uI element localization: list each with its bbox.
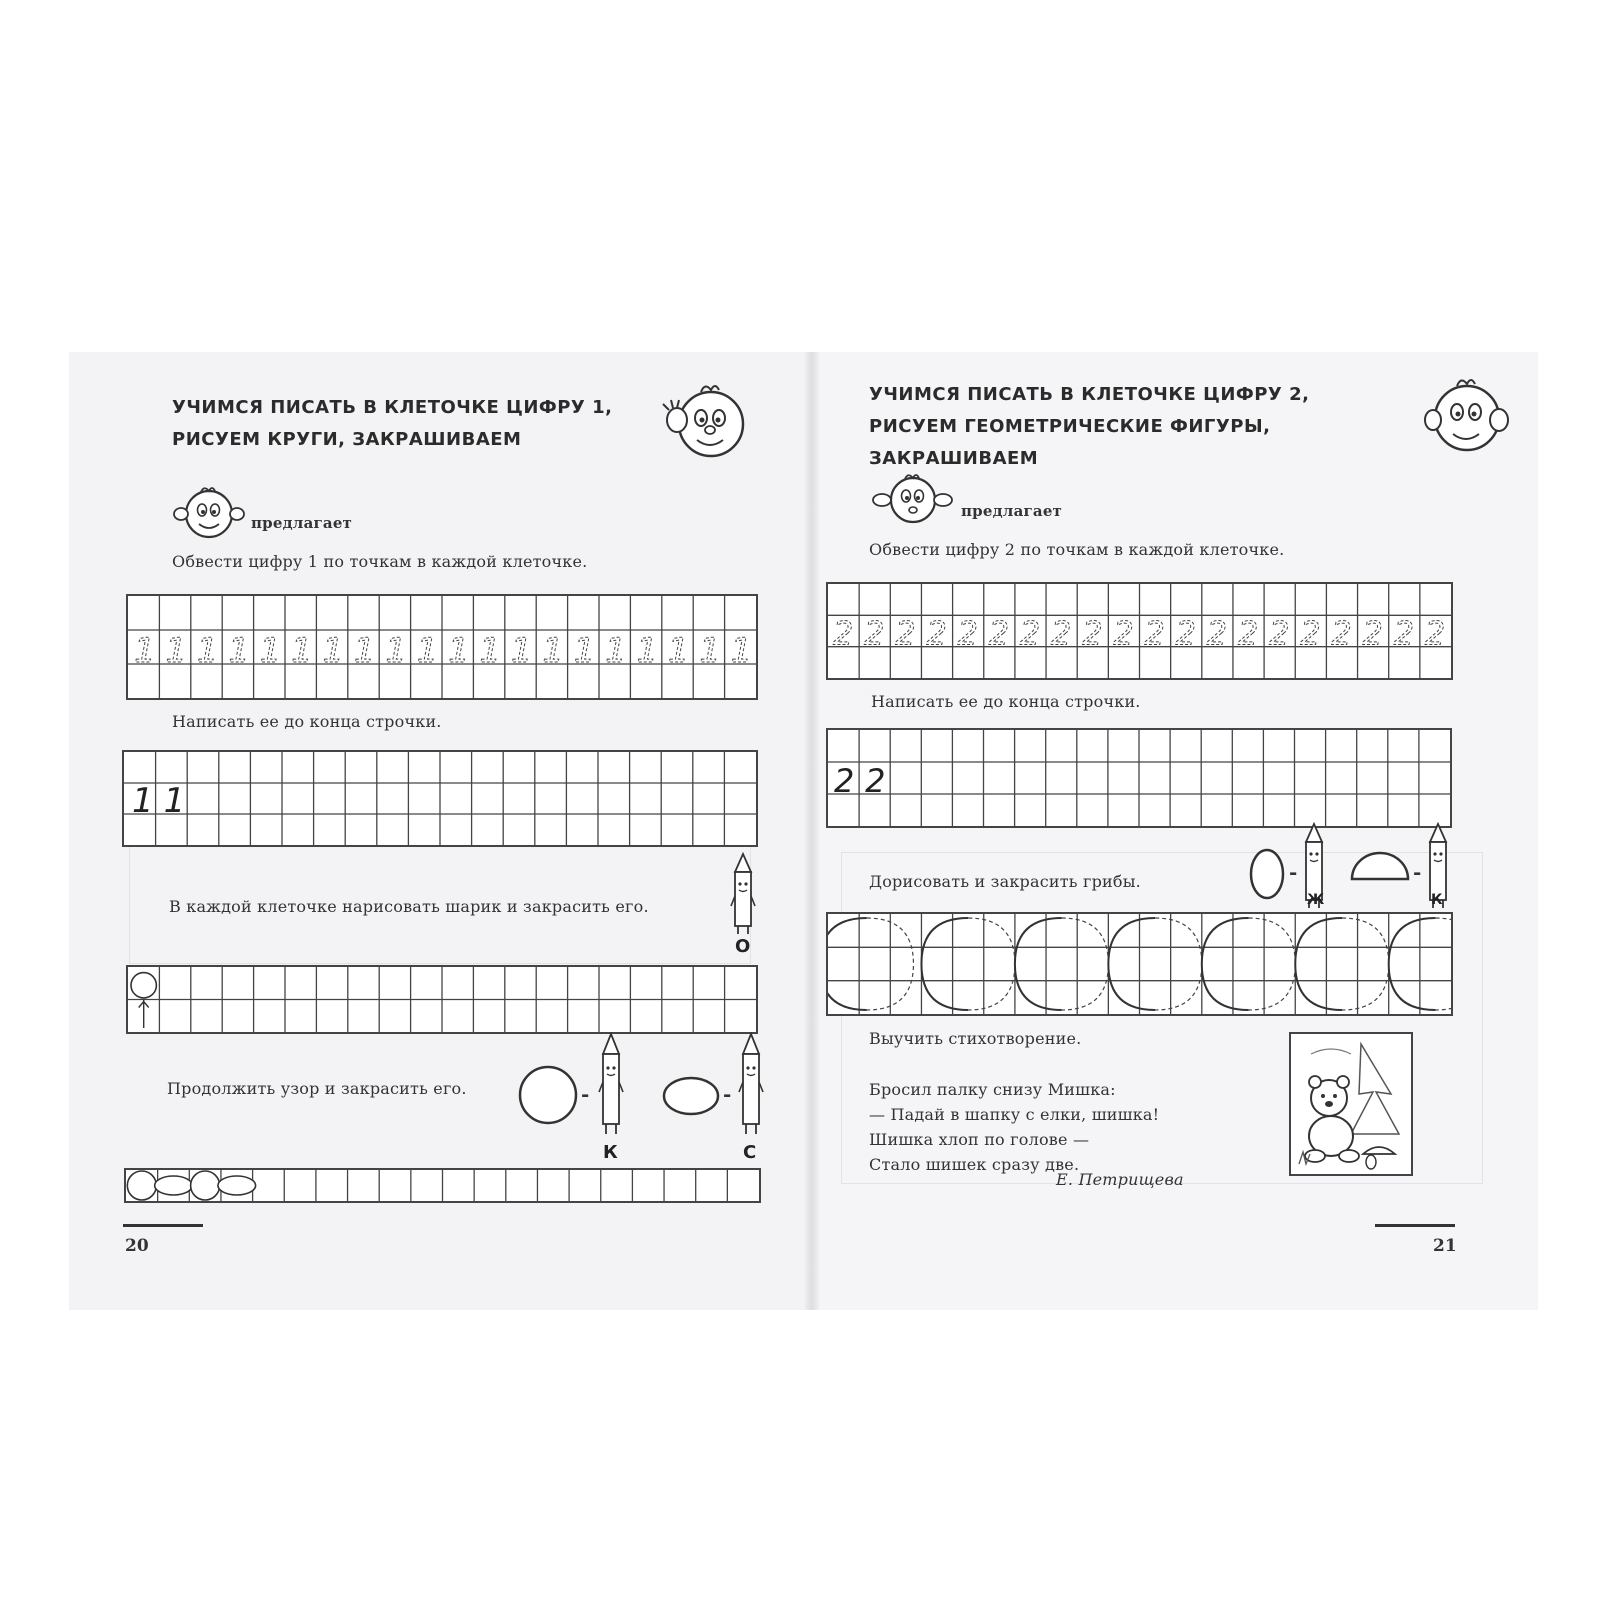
left-offers-label: предлагает	[251, 514, 353, 532]
traced-digit: 1	[667, 631, 690, 671]
right-offers-label: предлагает	[961, 502, 1063, 520]
left-heading-line1: УЧИМСЯ ПИСАТЬ В КЛЕТОЧКЕ ЦИФРУ 1,	[172, 397, 613, 418]
pattern-circle	[127, 1171, 156, 1200]
book-gutter	[805, 352, 819, 1310]
mushroom-dashed-outline	[1342, 918, 1389, 1010]
poem-line: Стало шишек сразу две.	[869, 1155, 1080, 1174]
left-page	[69, 352, 811, 1310]
traced-digit: 1	[542, 631, 564, 671]
left-grid-2	[122, 750, 758, 847]
poem-line: Бросил палку снизу Мишка:	[869, 1080, 1116, 1099]
left-task3-letter: О	[735, 936, 751, 957]
pattern-circle	[191, 1171, 220, 1200]
left-task3-text: В каждой клеточке нарисовать шарик и закрасить его.	[169, 897, 649, 916]
pattern-oval	[155, 1176, 193, 1195]
mushroom-solid-outline	[1015, 918, 1062, 1010]
traced-digit: 1	[134, 631, 156, 671]
right-grid-3	[826, 912, 1453, 1016]
traced-digit: 2	[1424, 614, 1446, 653]
traced-digit: 2	[833, 614, 854, 653]
traced-digit: 1	[605, 631, 627, 671]
traced-digit: 2	[1362, 614, 1383, 653]
left-task4-letter-2: С	[743, 1142, 757, 1163]
right-grid-3-lines	[828, 914, 1451, 1014]
traced-digit: 2	[1144, 614, 1165, 653]
right-grid-2	[826, 728, 1452, 828]
sample-digit: 1	[163, 781, 186, 821]
traced-digit: 1	[636, 631, 659, 671]
mushroom-dashed-outline	[1249, 918, 1296, 1010]
poem-line: — Падай в шапку с елки, шишка!	[869, 1105, 1160, 1124]
dash-icon: -	[723, 1082, 732, 1106]
traced-digit: 2	[957, 614, 978, 653]
right-task3-text: Дорисовать и закрасить грибы.	[869, 872, 1141, 891]
dash-icon: -	[1413, 860, 1422, 884]
half-circle-sample-icon	[1349, 849, 1411, 883]
left-grid-3	[126, 965, 758, 1034]
traced-digit: 1	[448, 631, 470, 671]
mushroom-solid-outline	[828, 918, 867, 1010]
right-page	[811, 352, 1538, 1310]
mushroom-dashed-outline	[1155, 918, 1202, 1010]
left-grid-1	[126, 594, 758, 700]
traced-digit: 1	[322, 631, 345, 671]
right-task1-text: Обвести цифру 2 по точкам в каждой клеточке.	[869, 540, 1285, 559]
right-grid-2-lines	[828, 730, 1450, 826]
balloon-sample	[131, 973, 156, 998]
pencil-character-icon	[729, 852, 757, 936]
left-task1-text: Обвести цифру 1 по точкам в каждой клеточке.	[172, 552, 588, 571]
traced-digit: 1	[385, 631, 407, 671]
dash-icon: -	[1289, 860, 1298, 884]
right-grid-1	[826, 582, 1453, 680]
traced-digit: 1	[353, 631, 376, 671]
right-task4-text: Выучить стихотворение.	[869, 1029, 1082, 1048]
mushroom-solid-outline	[921, 918, 968, 1010]
traced-digit: 1	[730, 631, 753, 671]
right-heading-line3: ЗАКРАШИВАЕМ	[869, 448, 1039, 469]
poem-line: Шишка хлоп по голове —	[869, 1130, 1090, 1149]
book-spread	[69, 352, 1538, 1310]
sample-digit: 2	[834, 762, 855, 800]
mushroom-solid-outline	[1295, 918, 1342, 1010]
traced-digit: 2	[1269, 614, 1290, 653]
left-page-number: 20	[125, 1236, 149, 1256]
right-task3-letter-1: Ж	[1307, 892, 1325, 908]
smiley-mascot-icon	[661, 380, 753, 462]
mushroom-dashed-outline	[1062, 918, 1109, 1010]
traced-digit: 2	[926, 614, 947, 653]
traced-digit: 1	[196, 631, 219, 671]
pattern-oval	[218, 1176, 256, 1195]
traced-digit: 2	[895, 614, 916, 653]
traced-digit: 2	[1237, 614, 1259, 653]
left-footer-rule	[123, 1224, 203, 1227]
left-grid-4	[124, 1168, 761, 1203]
pencil-character-icon	[597, 1032, 625, 1136]
mushroom-solid-outline	[1202, 918, 1249, 1010]
circle-sample-icon	[517, 1064, 579, 1126]
traced-digit: 2	[988, 614, 1010, 653]
right-grid-1-lines	[828, 584, 1451, 678]
left-grid-4-lines	[126, 1170, 759, 1201]
left-grid-1-lines	[128, 596, 756, 698]
traced-digit: 2	[1051, 614, 1072, 653]
right-heading-line1: УЧИМСЯ ПИСАТЬ В КЛЕТОЧКЕ ЦИФРУ 2,	[869, 384, 1310, 405]
smiley-mascot-icon	[869, 472, 955, 528]
right-footer-rule	[1375, 1224, 1455, 1227]
poem-author: Е. Петрищева	[1056, 1170, 1184, 1189]
traced-digit: 1	[165, 631, 188, 671]
bear-picture-drawing	[1291, 1034, 1411, 1174]
left-task4-letter-1: К	[603, 1142, 618, 1163]
left-heading-line2: РИСУЕМ КРУГИ, ЗАКРАШИВАЕМ	[172, 429, 522, 450]
traced-digit: 1	[573, 631, 596, 671]
dash-icon: -	[581, 1082, 590, 1106]
traced-digit: 1	[699, 631, 721, 671]
smiley-mascot-icon	[169, 484, 247, 542]
oval-sample-icon	[661, 1074, 721, 1118]
traced-digit: 1	[228, 631, 250, 671]
right-page-number: 21	[1433, 1236, 1457, 1256]
traced-digit: 2	[1175, 614, 1197, 653]
traced-digit: 2	[1331, 614, 1352, 653]
right-task3-letter-2: К	[1431, 892, 1443, 908]
left-task2-text: Написать ее до конца строчки.	[172, 712, 442, 731]
sample-digit: 1	[132, 781, 154, 821]
traced-digit: 1	[510, 631, 533, 671]
traced-digit: 1	[259, 631, 282, 671]
traced-digit: 1	[291, 631, 313, 671]
traced-digit: 2	[1019, 614, 1041, 653]
mushroom-solid-outline	[1108, 918, 1155, 1010]
traced-digit: 1	[416, 631, 439, 671]
traced-digit: 2	[1113, 614, 1134, 653]
traced-digit: 2	[1300, 614, 1321, 653]
bear-picture	[1289, 1032, 1413, 1176]
sample-digit: 2	[865, 762, 886, 800]
oval-sample-icon	[1248, 847, 1286, 901]
left-grid-2-lines	[124, 752, 756, 845]
pencil-character-icon	[737, 1032, 765, 1136]
balloon-string	[139, 1000, 149, 1029]
traced-digit: 1	[479, 631, 502, 671]
mushroom-dashed-outline	[968, 918, 1015, 1010]
smiley-mascot-icon	[1421, 374, 1513, 456]
mushroom-dashed-outline	[1435, 918, 1451, 1010]
right-task2-text: Написать ее до конца строчки.	[871, 692, 1141, 711]
left-task4-text: Продолжить узор и закрасить его.	[167, 1079, 467, 1098]
traced-digit: 2	[1082, 614, 1103, 653]
traced-digit: 2	[1206, 614, 1228, 653]
traced-digit: 2	[1393, 614, 1415, 653]
mushroom-solid-outline	[1389, 918, 1436, 1010]
right-heading-line2: РИСУЕМ ГЕОМЕТРИЧЕСКИЕ ФИГУРЫ,	[869, 416, 1271, 437]
left-grid-3-lines	[128, 967, 756, 1032]
poem	[869, 1077, 1159, 1177]
traced-digit: 2	[864, 614, 885, 653]
